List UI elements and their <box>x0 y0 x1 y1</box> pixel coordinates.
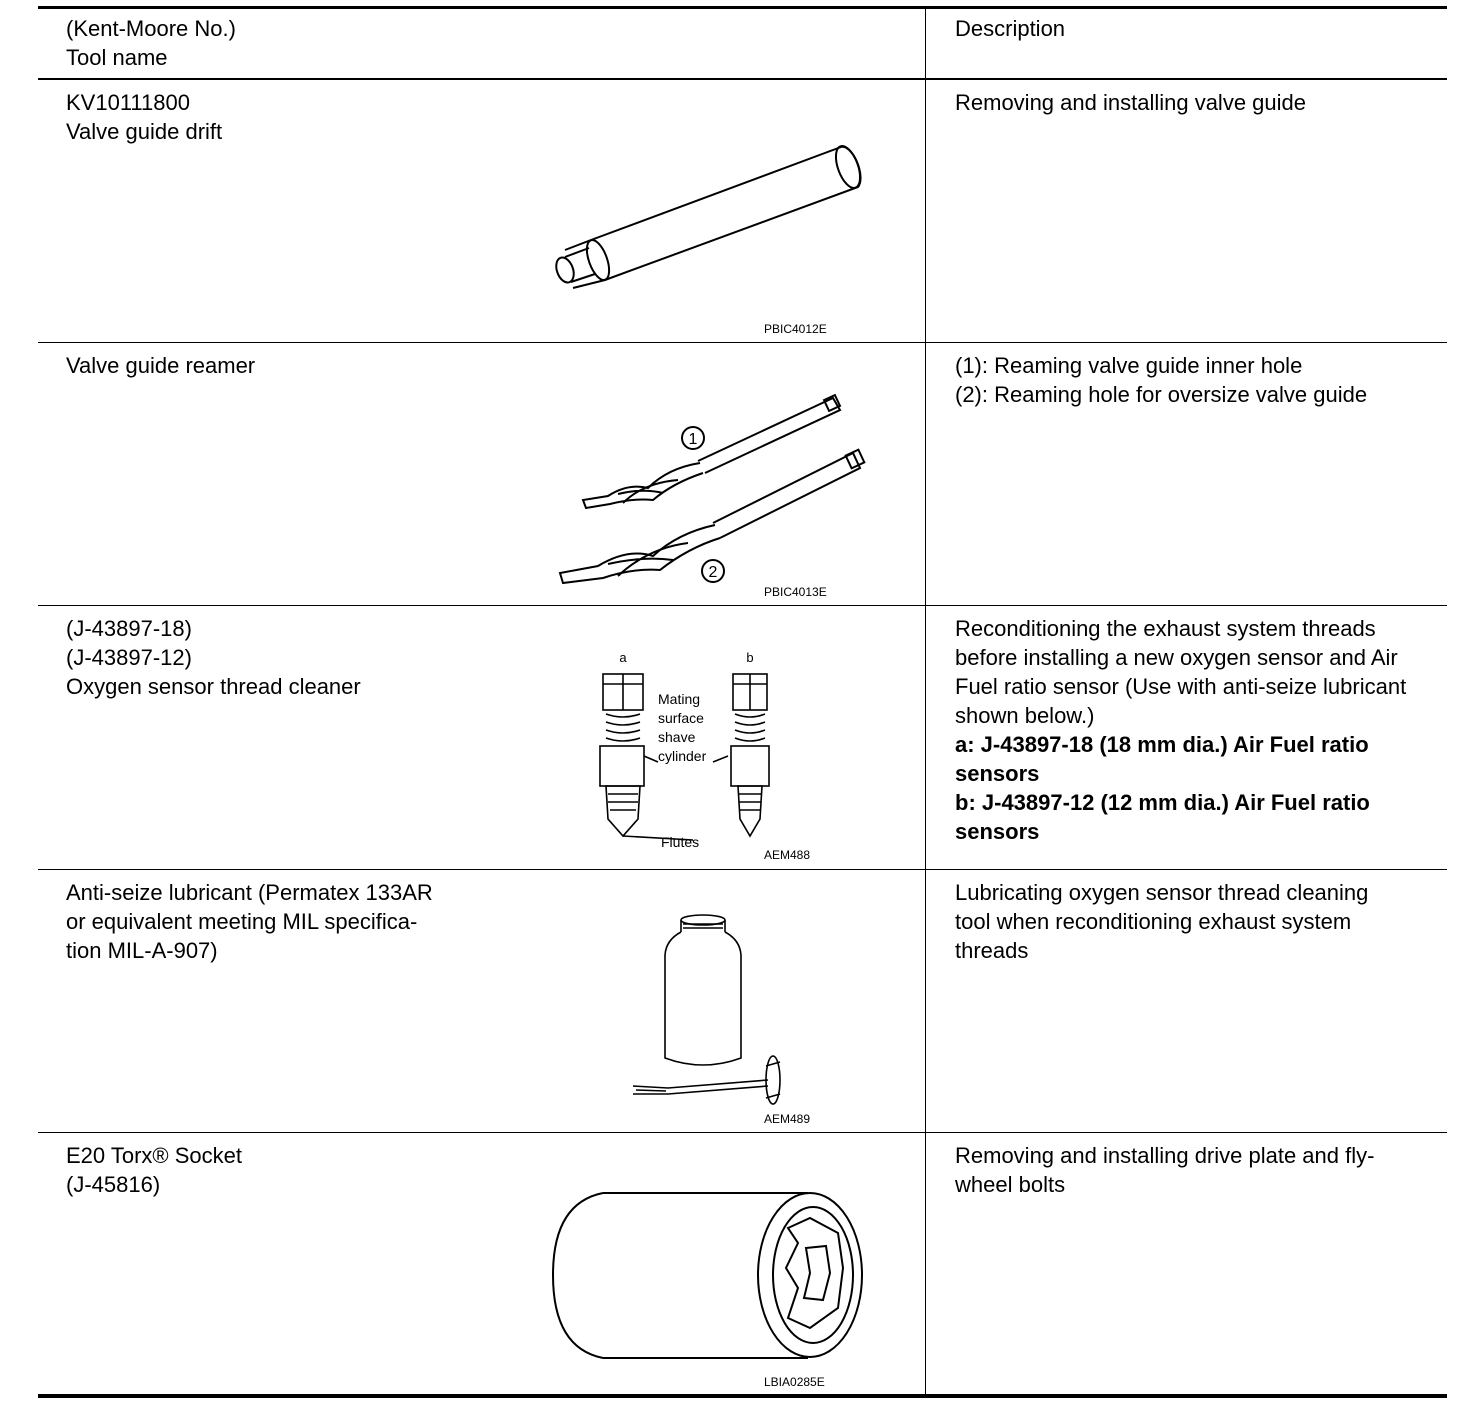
description-cell <box>955 1141 1435 1199</box>
description-line: Reconditioning the exhaust system threads <box>955 616 1376 641</box>
mating-surface-label: surface <box>658 710 704 726</box>
description-bold-line: sensors <box>955 819 1040 844</box>
tool-number: KV10111800 <box>66 90 190 115</box>
description-line: threads <box>955 938 1029 963</box>
figure-code: LBIA0285E <box>764 1375 825 1389</box>
mating-surface-label: shave <box>658 729 696 745</box>
tool-name: Valve guide drift <box>66 119 223 144</box>
tool-name-cell <box>66 351 486 380</box>
description-line: (1): Reaming valve guide inner hole <box>955 353 1303 378</box>
mating-surface-label: Mating <box>658 691 701 707</box>
description-line: (2): Reaming hole for oversize valve guide <box>955 382 1368 407</box>
tool-name: Valve guide reamer <box>66 353 256 378</box>
tool-name-cell <box>66 1141 486 1199</box>
table-bottom-rule <box>38 1394 1447 1398</box>
table-row <box>38 343 1447 605</box>
tool-name: tion MIL-A-907) <box>66 938 218 963</box>
description-bold-line: b: J-43897-12 (12 mm dia.) Air Fuel ratio <box>955 790 1370 815</box>
tool-name-cell <box>66 878 486 965</box>
description-line: Fuel ratio sensor (Use with anti-seize lubricant <box>955 674 1407 699</box>
tool-number: (J-45816) <box>66 1172 161 1197</box>
description-line: wheel bolts <box>955 1172 1066 1197</box>
tool-name-cell <box>66 88 486 146</box>
tool-a-label: a <box>619 650 627 665</box>
figure-code: AEM488 <box>764 848 811 862</box>
description-cell <box>955 88 1435 117</box>
figure-code: AEM489 <box>764 1112 811 1126</box>
table-header <box>38 6 1447 79</box>
table-row <box>38 80 1447 342</box>
description-line: before installing a new oxygen sensor and Air <box>955 645 1398 670</box>
table-row <box>38 606 1447 869</box>
mating-surface-label: cylinder <box>658 748 707 764</box>
oxygen-sensor-thread-cleaner-illustration <box>578 644 838 854</box>
tool-number: (J-43897-18) <box>66 616 192 641</box>
description-line: shown below.) <box>955 703 1095 728</box>
header-tool-name <box>66 14 486 72</box>
valve-guide-reamer-illustration <box>548 388 868 588</box>
tool-number: (J-43897-12) <box>66 645 192 670</box>
header-description-label: Description <box>955 16 1066 41</box>
flutes-label: Flutes <box>661 834 700 850</box>
tool-name: E20 Torx® Socket <box>66 1143 242 1168</box>
description-line: Lubricating oxygen sensor thread cleaning <box>955 880 1369 905</box>
anti-seize-lubricant-illustration <box>628 910 828 1120</box>
callout-2-label: 2 <box>708 564 718 581</box>
header-description <box>955 14 1435 43</box>
header-tool-name-label: Tool name <box>66 45 168 70</box>
description-line: tool when reconditioning exhaust system <box>955 909 1352 934</box>
description-line: Removing and installing drive plate and fly- <box>955 1143 1375 1168</box>
tool-name: or equivalent meeting MIL specifica- <box>66 909 418 934</box>
table-row <box>38 870 1447 1132</box>
description-bold-line: sensors <box>955 761 1040 786</box>
valve-guide-drift-illustration <box>543 130 873 290</box>
figure-code: PBIC4013E <box>764 585 827 599</box>
tool-name: Anti-seize lubricant (Permatex 133AR <box>66 880 433 905</box>
description-cell <box>955 878 1435 965</box>
description-bold-line: a: J-43897-18 (18 mm dia.) Air Fuel ratio <box>955 732 1369 757</box>
figure-code: PBIC4012E <box>764 322 827 336</box>
description-line: Removing and installing valve guide <box>955 90 1306 115</box>
description-cell <box>955 614 1435 846</box>
tool-name: Oxygen sensor thread cleaner <box>66 674 361 699</box>
description-cell <box>955 351 1435 409</box>
tool-b-label: b <box>746 650 754 665</box>
header-kent-moore-label: (Kent-Moore No.) <box>66 16 236 41</box>
table-row <box>38 1133 1447 1395</box>
torx-socket-illustration <box>548 1188 868 1363</box>
tool-name-cell <box>66 614 486 701</box>
callout-1-label: 1 <box>688 431 698 448</box>
